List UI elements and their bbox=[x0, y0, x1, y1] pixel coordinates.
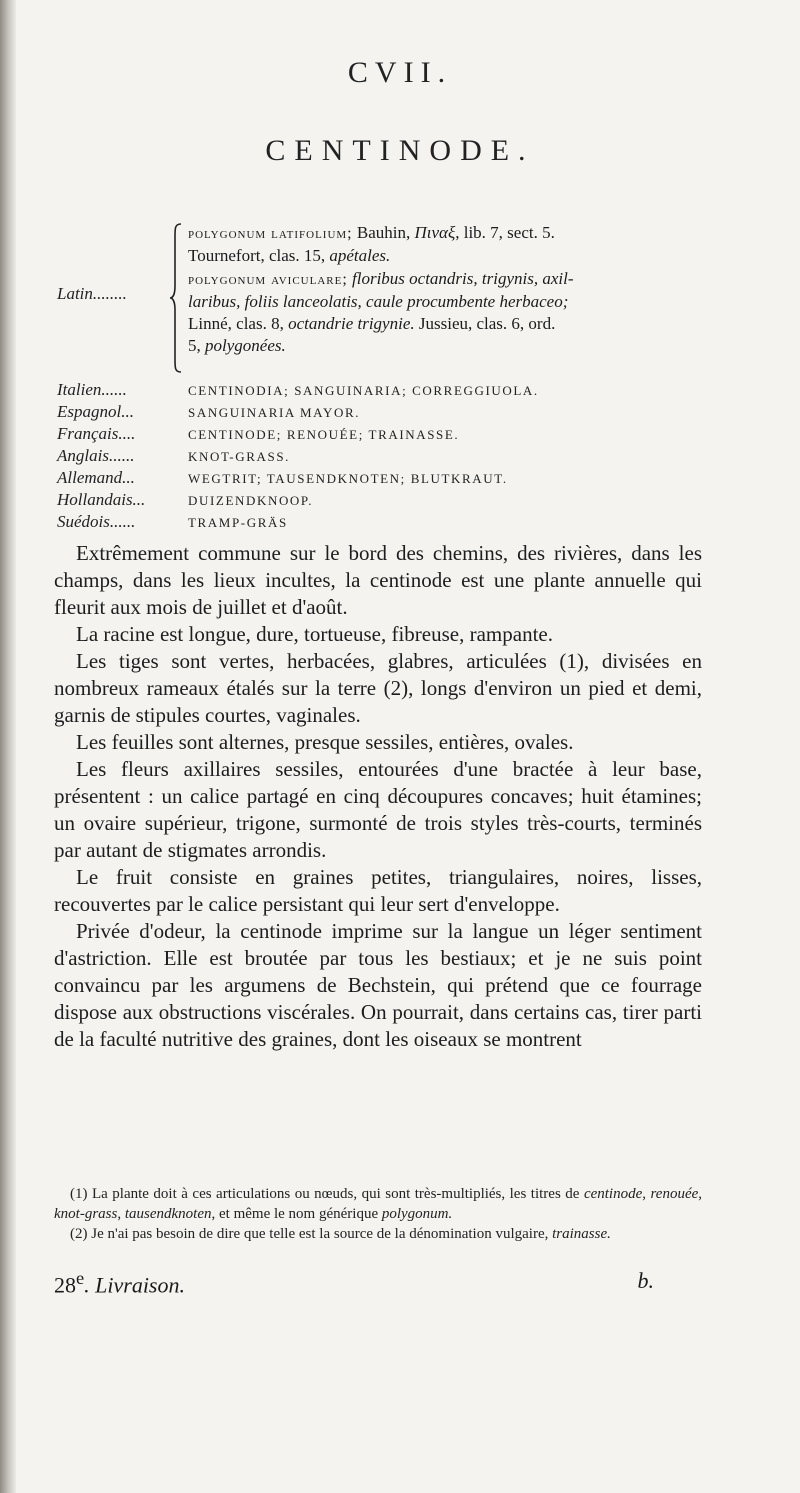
left-brace-icon bbox=[169, 222, 183, 374]
page-title: CENTINODE. bbox=[265, 134, 535, 167]
paragraph: Extrêmement commune sur le bord des chemins, des rivières, dans les champs, dans les lieux incultes, la centinode est une plante annuelle qui fleurit aux mois de juillet et d'août. bbox=[54, 541, 702, 619]
paragraph: Privée d'odeur, la centinode imprime sur la langue un léger sentiment d'astriction. Elle est broutée par tous les bestiaux; et je ne suis point convaincu par les argumens de Bechstein, qui prétend que ce fourrage dispose aux obstructions viscérales. On pourrait, dans certains cas, tirer parti de la faculté nutritive des graines, dont les oiseaux se montrent bbox=[54, 919, 702, 1051]
language-row bbox=[57, 380, 747, 402]
language-label: Hollandais... bbox=[57, 490, 146, 509]
reference: Tournefort, clas. 15, bbox=[188, 246, 330, 265]
page-spine-shadow bbox=[0, 0, 16, 1493]
page-footer bbox=[54, 1268, 654, 1298]
footnote-term: knot-grass bbox=[54, 1206, 118, 1222]
language-names: TRAMP-GRÄS bbox=[188, 515, 288, 530]
footnote-term: tausendknoten bbox=[124, 1206, 212, 1222]
language-row bbox=[57, 490, 747, 512]
language-row bbox=[57, 424, 747, 446]
footnote-term: trainasse. bbox=[552, 1226, 611, 1242]
footnotes bbox=[54, 1184, 702, 1244]
language-names: DUIZENDKNOOP. bbox=[188, 493, 314, 508]
footnote-text: , bbox=[117, 1206, 125, 1222]
language-names: WEGTRIT; TAUSENDKNOTEN; BLUTKRAUT. bbox=[188, 471, 508, 486]
footnote-text: , bbox=[642, 1186, 651, 1202]
latin-name: polygonum latifolium; bbox=[188, 225, 353, 242]
description: laribus, foliis lanceolatis, caule procumbente herbaceo; bbox=[188, 292, 569, 311]
reference: , lib. 7, sect. 5. bbox=[455, 223, 555, 242]
author: Bauhin, bbox=[352, 223, 415, 242]
reference: Linné, clas. 8, bbox=[188, 314, 289, 333]
footnote-term: centinode bbox=[583, 1186, 643, 1202]
footnote-text: (2) Je n'ai pas besoin de dire que telle est la source de la dénomination vulgaire, bbox=[70, 1226, 553, 1242]
footnote-text: , et même le nom générique bbox=[211, 1206, 382, 1222]
language-row bbox=[57, 446, 747, 468]
language-names: CENTINODE; RENOUÉE; TRAINASSE. bbox=[188, 427, 460, 442]
greek-title: Πιναξ bbox=[414, 223, 456, 242]
latin-synonyms bbox=[57, 222, 747, 380]
footnote-term: renouée bbox=[650, 1186, 699, 1202]
language-label: Allemand... bbox=[57, 468, 135, 487]
body-text bbox=[54, 540, 702, 1053]
classification: apétales. bbox=[329, 246, 391, 265]
latin-entry bbox=[188, 268, 748, 357]
language-names: KNOT-GRASS. bbox=[188, 449, 290, 464]
language-label: Français.... bbox=[57, 424, 136, 443]
description: floribus octandris, trigynis, axil- bbox=[347, 269, 574, 288]
paragraph: La racine est longue, dure, tortueuse, fibreuse, rampante. bbox=[76, 622, 553, 646]
reference: Jussieu, clas. 6, ord. bbox=[414, 314, 556, 333]
chapter-numeral: CVII. bbox=[347, 56, 453, 89]
language-row bbox=[57, 468, 747, 490]
language-row bbox=[57, 512, 747, 534]
language-names: CENTINODIA; SANGUINARIA; CORREGGIUOLA. bbox=[188, 383, 539, 398]
latin-entry bbox=[188, 222, 748, 267]
footnote-2 bbox=[54, 1224, 702, 1244]
paragraph: Les fleurs axillaires sessiles, entourées d'une bractée à leur base, présentent : un calice partagé en cinq découpures concaves; huit étamines; un ovaire supérieur, trigone, surmonté de trois styles très-courts, terminés par autant de stigmates arrondis. bbox=[54, 757, 702, 862]
latin-entries bbox=[188, 222, 748, 358]
classification: polygonées. bbox=[205, 336, 286, 355]
livraison-superscript: e bbox=[76, 1268, 85, 1288]
footnote-text: (1) La plante doit à ces articulations ou nœuds, qui sont très-multipliés, les titres de bbox=[70, 1186, 584, 1202]
synonymy-block bbox=[57, 222, 747, 534]
language-label: Anglais...... bbox=[57, 446, 135, 465]
paragraph: Le fruit consiste en graines petites, triangulaires, noires, lisses, recouvertes par le calice persistant qui leur sert d'enveloppe. bbox=[54, 865, 702, 916]
footnote-text: , bbox=[698, 1186, 703, 1202]
paragraph: Les tiges sont vertes, herbacées, glabres, articulées (1), divisées en nombreux rameaux étalés sur la terre (2), longs d'environ un pied et demi, garnis de stipules courtes, vaginales. bbox=[54, 649, 702, 727]
classification: octandrie trigynie. bbox=[288, 314, 415, 333]
latin-label: Latin........ bbox=[57, 284, 127, 303]
vernacular-names bbox=[57, 380, 747, 534]
livraison-word: . Livraison. bbox=[84, 1272, 185, 1298]
signature-mark: b. bbox=[637, 1268, 654, 1293]
footnote-term: polygonum. bbox=[381, 1206, 453, 1222]
language-row bbox=[57, 402, 747, 424]
latin-name: polygonum aviculare; bbox=[188, 271, 348, 288]
livraison-mark bbox=[54, 1268, 185, 1298]
reference: 5, bbox=[188, 336, 205, 355]
language-label: Espagnol... bbox=[57, 402, 134, 421]
livraison-number: 28 bbox=[54, 1272, 76, 1298]
language-label: Suédois...... bbox=[57, 512, 136, 531]
footnote-1 bbox=[54, 1184, 702, 1224]
language-names: SANGUINARIA MAYOR. bbox=[188, 405, 361, 420]
language-label: Italien...... bbox=[57, 380, 127, 399]
paragraph: Les feuilles sont alternes, presque sessiles, entières, ovales. bbox=[76, 730, 574, 754]
